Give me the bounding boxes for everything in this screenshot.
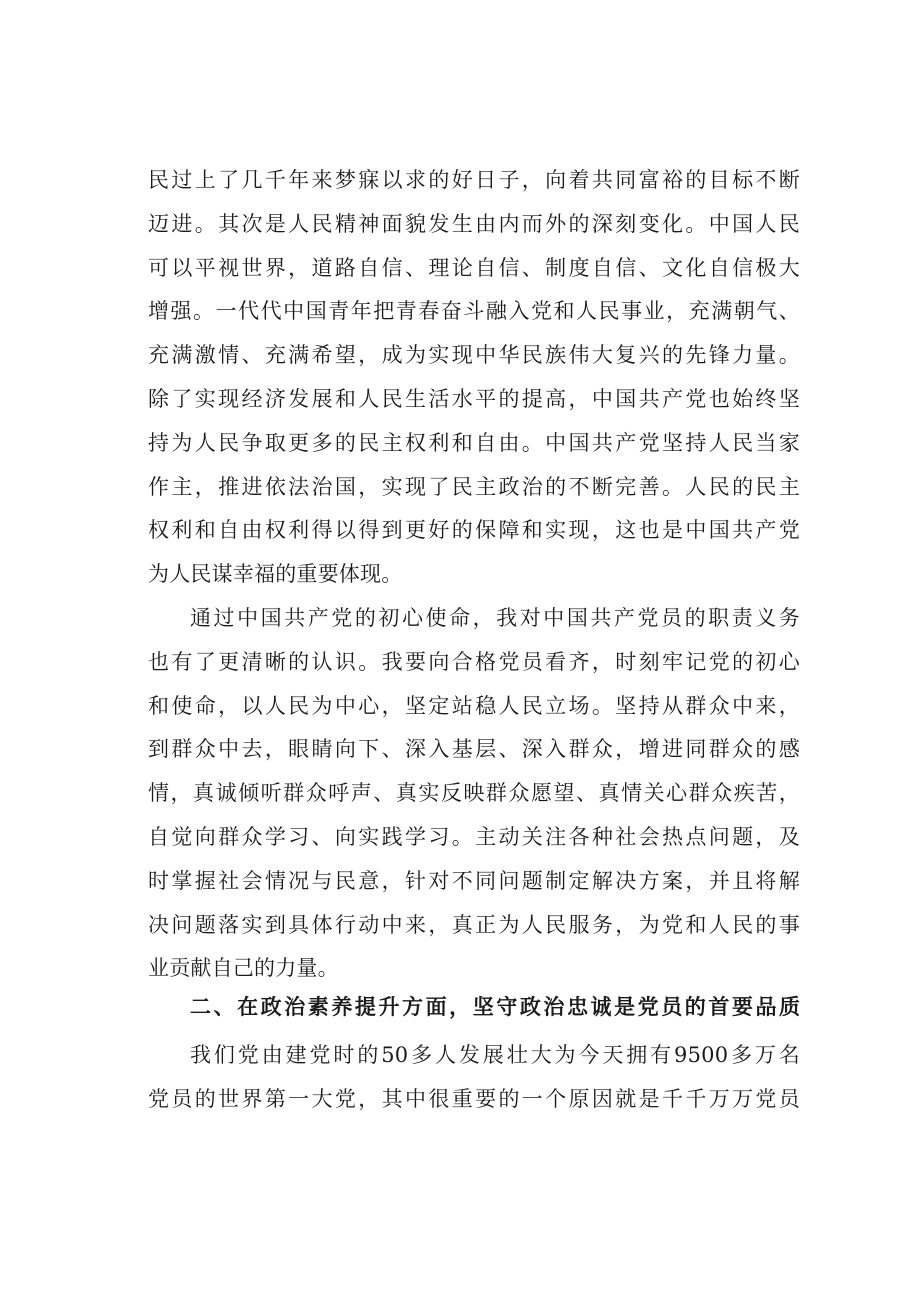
text-line: 我们党由建党时的50多人发展壮大为今天拥有9500多万名 — [190, 1043, 800, 1067]
text-line: 增强。一代代中国青年把青春奋斗融入党和人民事业，充满朝气、 — [148, 299, 800, 324]
text-line: 权利和自由权利得以得到更好的保障和实现，这也是中国共产党 — [148, 518, 800, 543]
text-line: 党员的世界第一大党，其中很重要的一个原因就是千千万万党员 — [148, 1086, 800, 1111]
text-line: 可以平视世界，道路自信、理论自信、制度自信、文化自信极大 — [148, 255, 800, 280]
text-line: 时掌握社会情况与民意，针对不同问题制定解决方案，并且将解 — [148, 868, 800, 893]
section-heading: 二、在政治素养提升方面，坚守政治忠诚是党员的首要品质 — [190, 995, 800, 1019]
text-line: 通过中国共产党的初心使命，我对中国共产党员的职责义务 — [190, 606, 800, 630]
text-line: 为人民谋幸福的重要体现。 — [148, 562, 403, 587]
text-line: 民过上了几千年来梦寐以求的好日子，向着共同富裕的目标不断 — [148, 168, 800, 192]
text-line: 持为人民争取更多的民主权利和自由。中国共产党坚持人民当家 — [148, 430, 800, 455]
text-line: 除了实现经济发展和人民生活水平的提高，中国共产党也始终坚 — [148, 386, 800, 411]
text-line: 情，真诚倾听群众呼声、真实反映群众愿望、真情关心群众疾苦， — [148, 781, 800, 806]
paragraph-party-growth — [148, 1034, 800, 1122]
text-line: 自觉向群众学习、向实践学习。主动关注各种社会热点问题，及 — [148, 824, 800, 849]
text-line: 和使命，以人民为中心，坚定站稳人民立场。坚持从群众中来， — [148, 693, 800, 718]
text-line: 作主，推进依法治国，实现了民主政治的不断完善。人民的民主 — [148, 474, 800, 499]
text-line: 迈进。其次是人民精神面貌发生由内而外的深刻变化。中国人民 — [148, 211, 800, 236]
text-line: 也有了更清晰的认识。我要向合格党员看齐，时刻牢记党的初心 — [148, 649, 800, 674]
paragraph-people-livelihood — [148, 159, 800, 597]
text-line: 决问题落实到具体行动中来，真正为人民服务，为党和人民的事 — [148, 912, 800, 937]
text-line: 到群众中去，眼睛向下、深入基层、深入群众，增进同群众的感 — [148, 737, 800, 762]
text-line: 充满激情、充满希望，成为实现中华民族伟大复兴的先锋力量。 — [148, 343, 800, 368]
text-line: 业贡献自己的力量。 — [148, 956, 339, 981]
paragraph-party-member-duties — [148, 597, 800, 991]
